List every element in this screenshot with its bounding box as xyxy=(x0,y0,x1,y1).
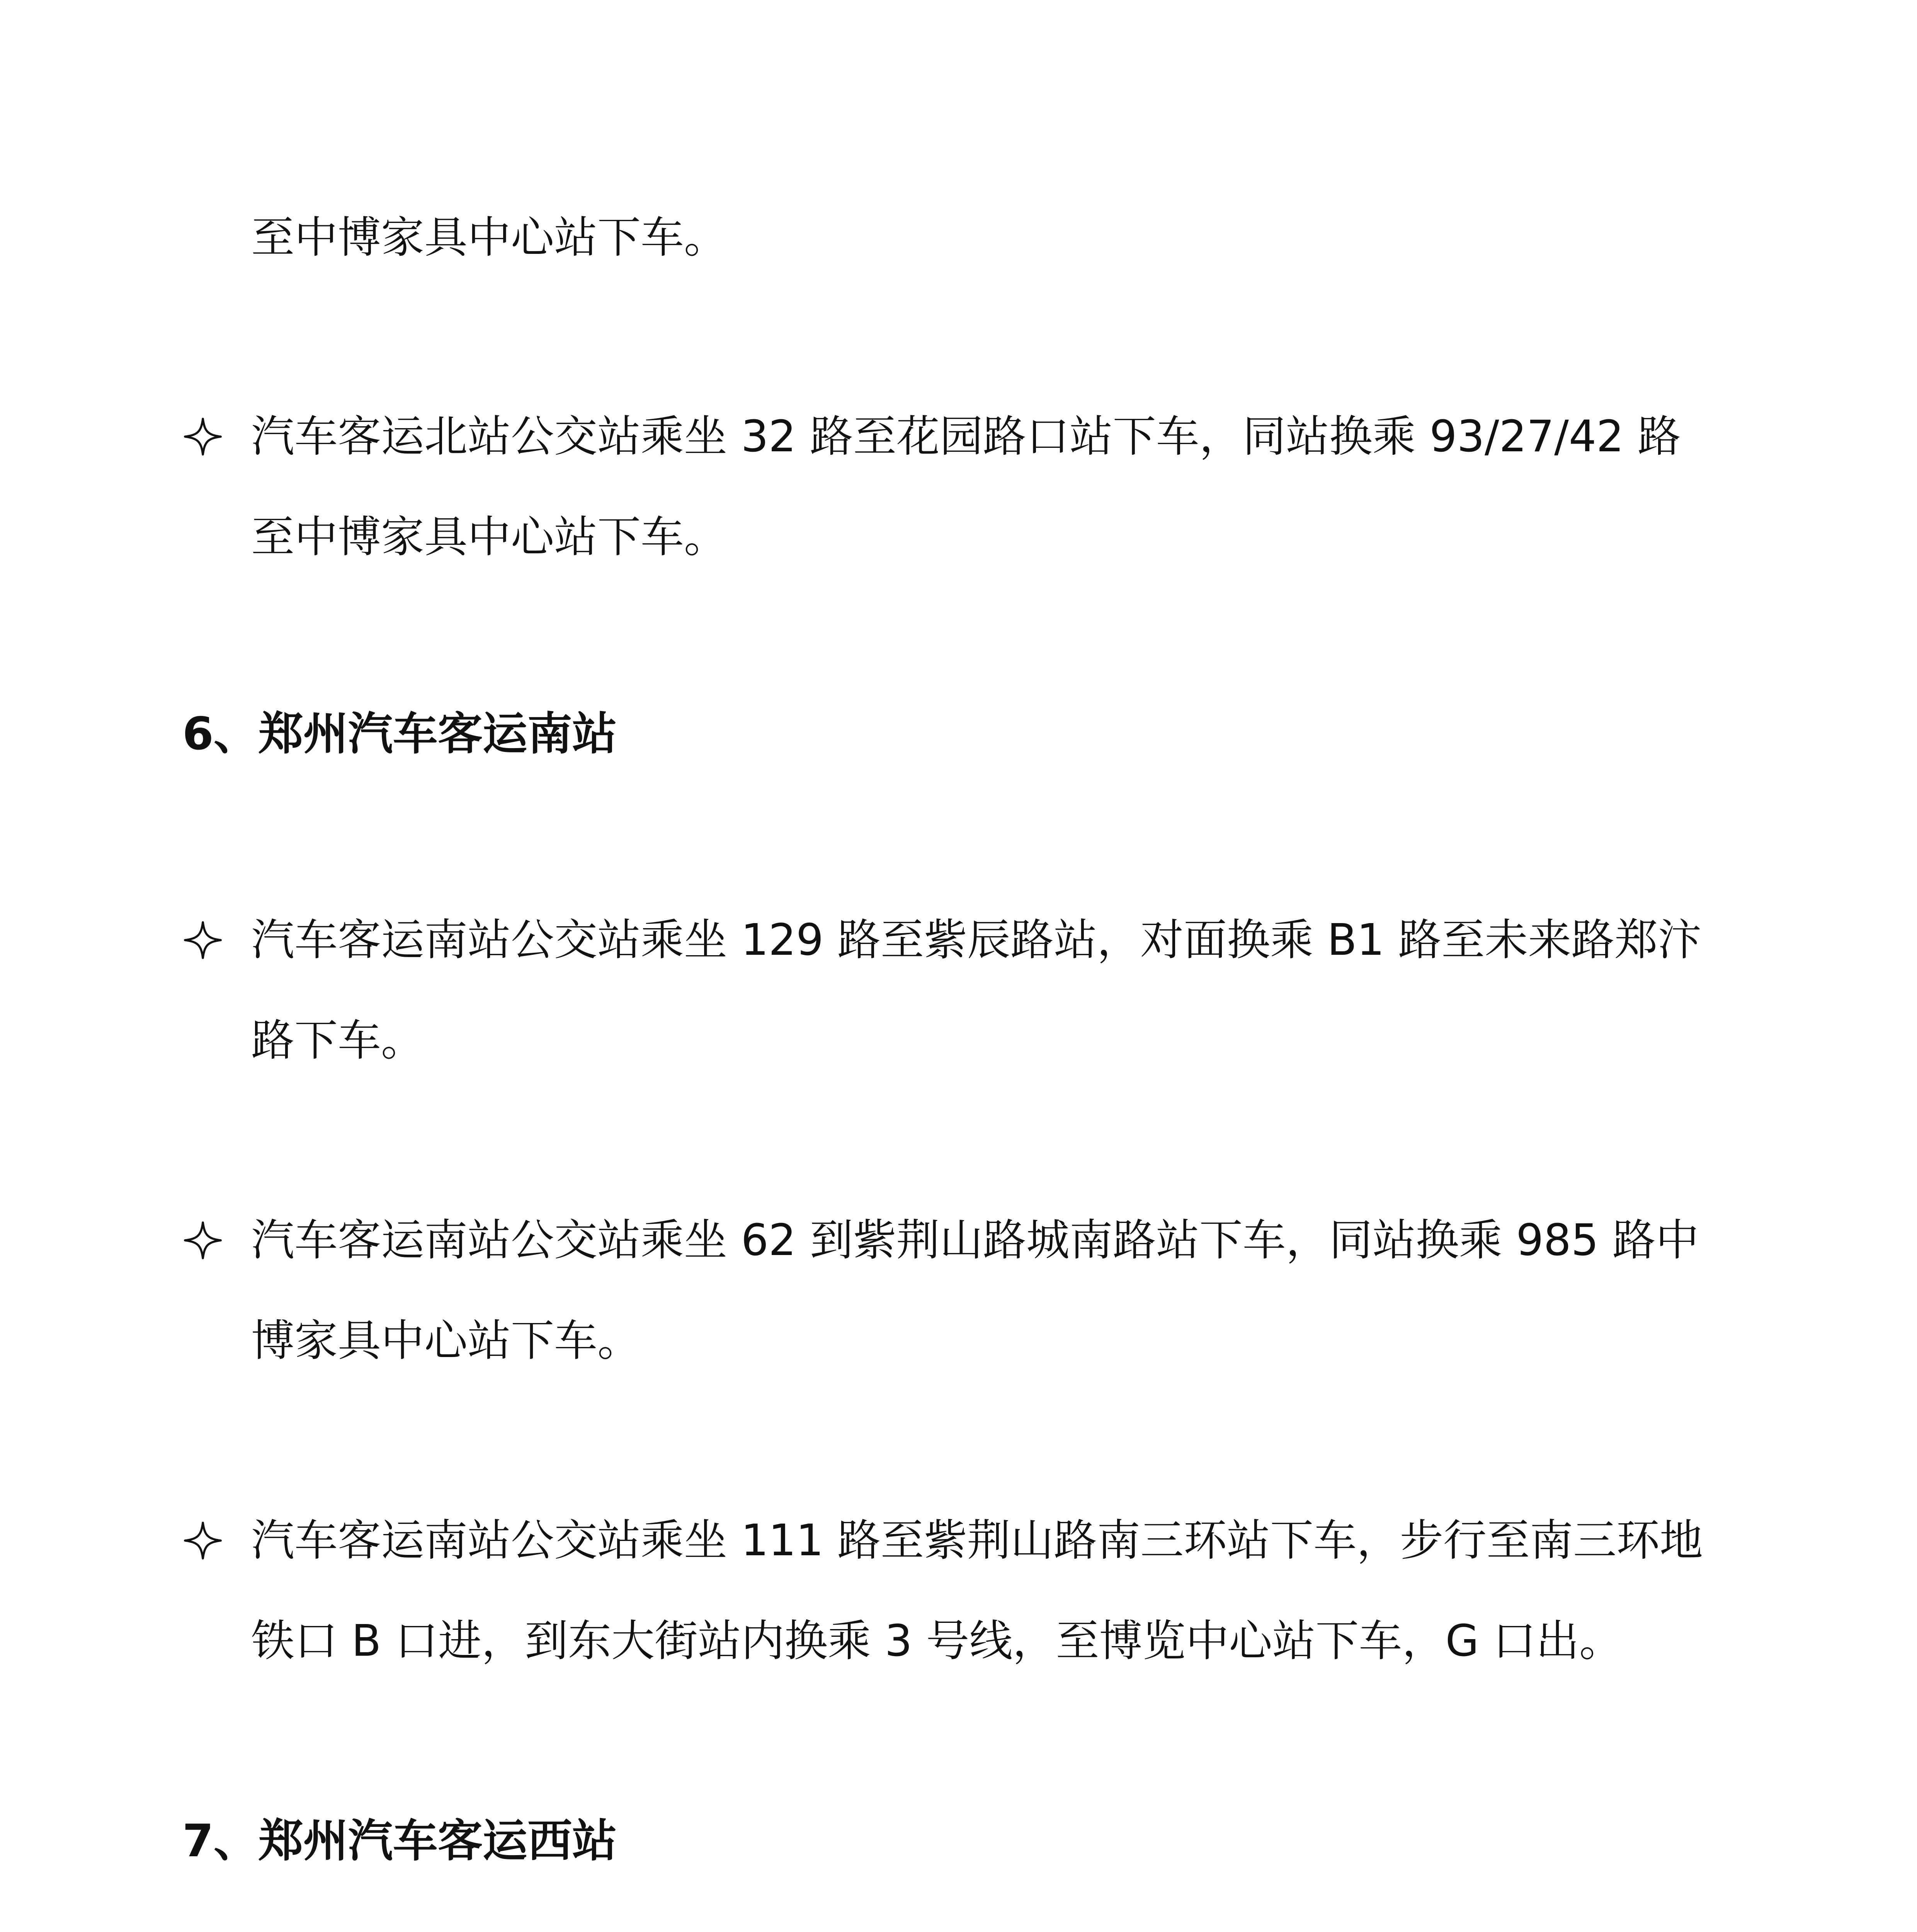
section6-route1-line2: 路下车。 xyxy=(251,1015,424,1066)
section7-heading: 7、郑州汽车客运西站 xyxy=(182,1815,617,1867)
four-point-star-outline-icon xyxy=(182,1219,224,1262)
section6-route1-line1: 汽车客运南站公交站乘坐 129 路至紫辰路站，对面换乘 B1 路至未来路郑汴 xyxy=(251,915,1701,965)
section6-route3-line1: 汽车客运南站公交站乘坐 111 路至紫荆山路南三环站下车，步行至南三环地 xyxy=(251,1515,1703,1566)
section6-route2-line1: 汽车客运南站公交站乘坐 62 到紫荆山路城南路站下车，同站换乘 985 路中 xyxy=(251,1215,1699,1265)
section6-heading: 6、郑州汽车客运南站 xyxy=(182,708,617,760)
four-point-star-outline-icon xyxy=(182,919,224,961)
intro-tail-text: 至中博家具中心站下车。 xyxy=(251,213,727,263)
north-route-line1: 汽车客运北站公交站乘坐 32 路至花园路口站下车，同站换乘 93/27/42 路 xyxy=(251,412,1681,462)
section6-route3-line2: 铁口 B 口进，到东大街站内换乘 3 号线，至博览中心站下车，G 口出。 xyxy=(251,1616,1623,1666)
section6-route2-line2: 博家具中心站下车。 xyxy=(251,1316,641,1366)
four-point-star-outline-icon xyxy=(182,415,224,458)
north-route-line2: 至中博家具中心站下车。 xyxy=(251,512,727,562)
four-point-star-outline-icon xyxy=(182,1519,224,1562)
